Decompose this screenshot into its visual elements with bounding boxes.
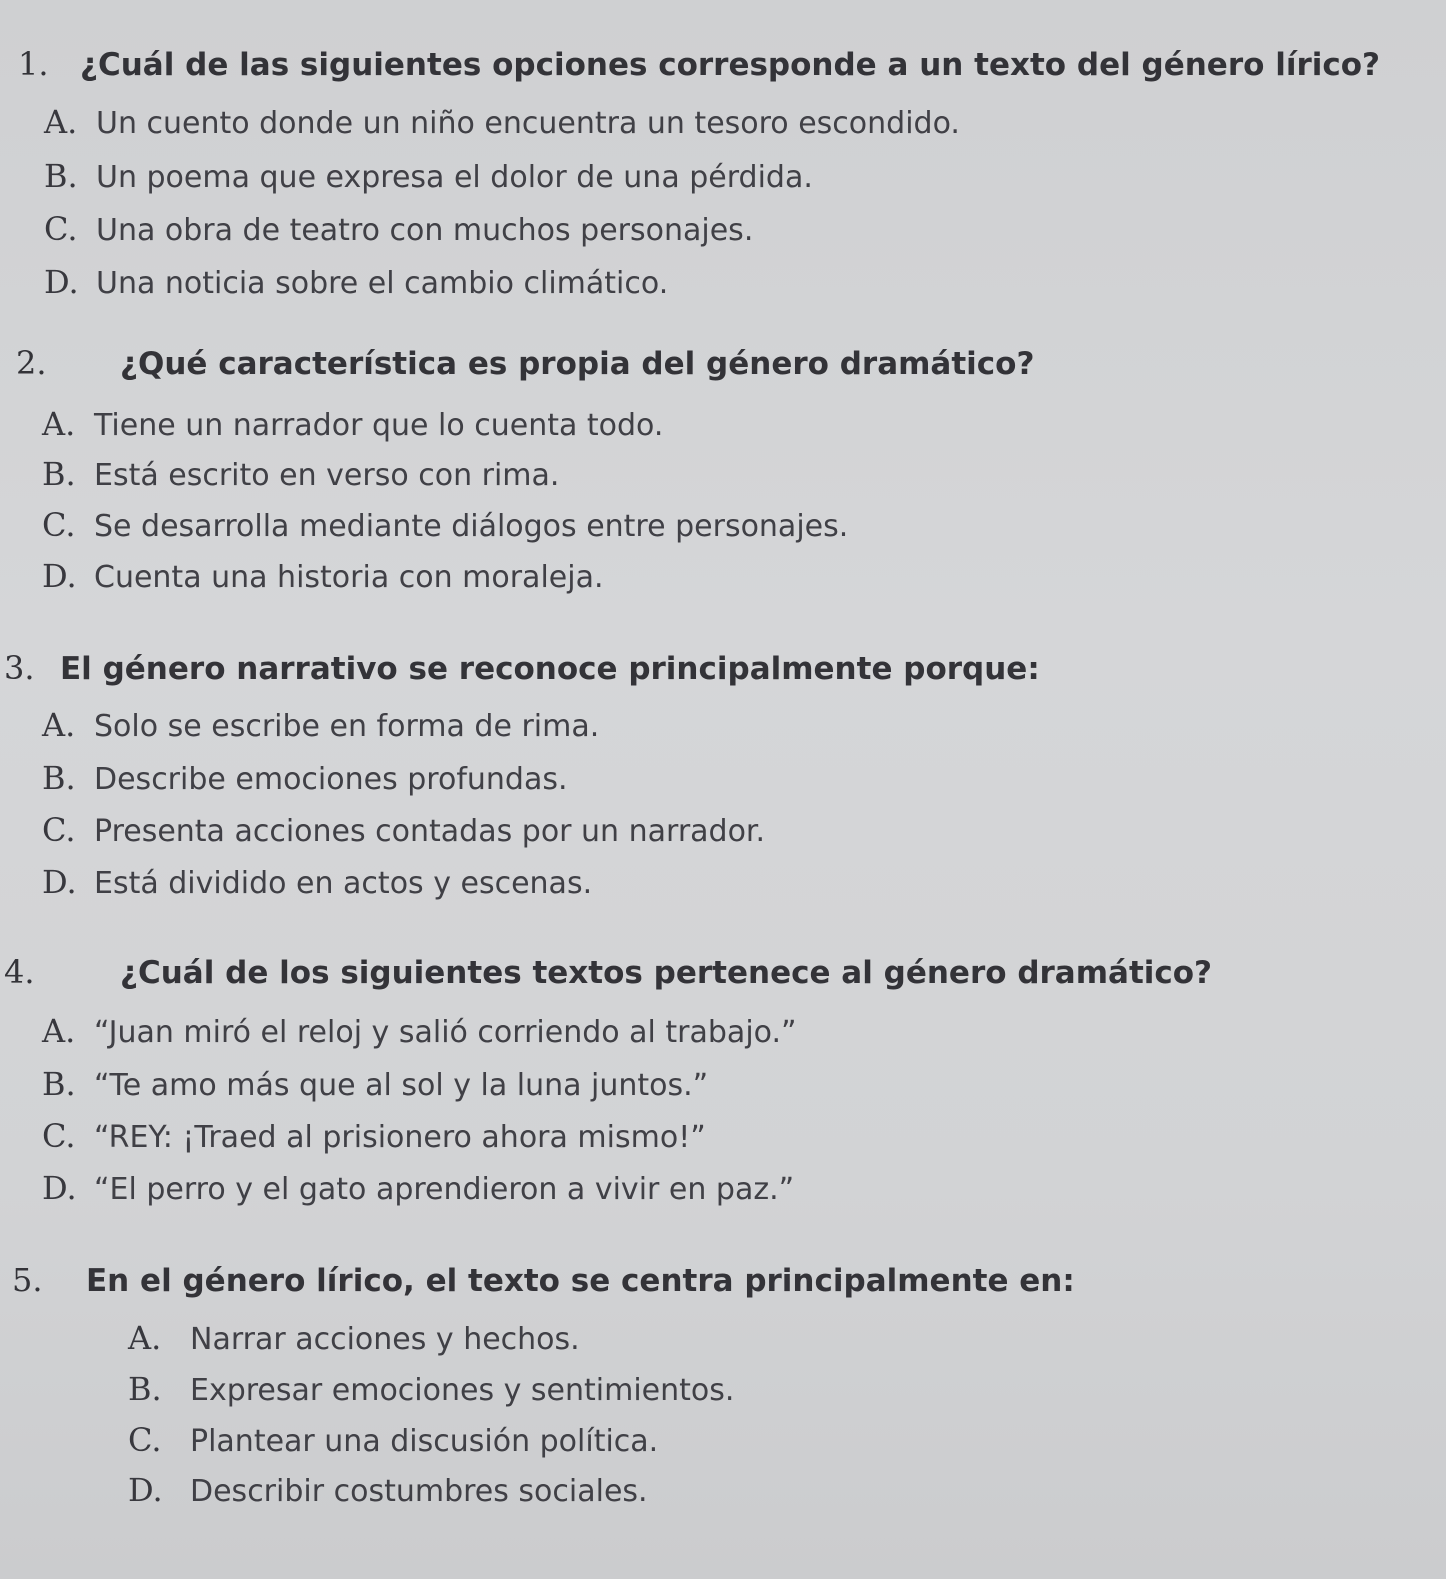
option-2b [42,454,559,496]
option-text: Una noticia sobre el cambio climático. [96,266,669,301]
question-number: 5. [12,1261,43,1299]
option-text: Está dividido en actos y escenas. [94,866,593,901]
option-text: Narrar acciones y hechos. [190,1322,580,1357]
question-text: En el género lírico, el texto se centra principalmente en: [86,1263,1075,1299]
option-letter: D. [42,1169,77,1207]
question-number: 1. [18,45,49,83]
question-number: 3. [4,649,35,687]
question-number: 4. [4,953,35,991]
option-letter: C. [128,1421,162,1459]
option-4c [42,1116,706,1158]
question-3-title [4,648,1040,689]
option-text: “Juan miró el reloj y salió corriendo al trabajo.” [94,1015,797,1050]
option-text: Solo se escribe en forma de rima. [94,709,600,744]
option-text: Presenta acciones contadas por un narrador. [94,814,766,849]
option-letter: B. [42,759,76,797]
option-letter: D. [44,263,79,301]
option-text: Una obra de teatro con muchos personajes. [96,213,754,248]
option-letter: A. [128,1319,162,1357]
option-2c [42,505,848,547]
option-1b [44,156,813,198]
option-3a [42,705,599,747]
option-text: “El perro y el gato aprendieron a vivir en paz.” [94,1172,795,1207]
question-text: ¿Cuál de las siguientes opciones corresponde a un texto del género lírico? [80,47,1381,83]
option-letter: B. [42,1065,76,1103]
option-letter: C. [42,1117,76,1155]
option-letter: D. [42,863,77,901]
option-text: Un poema que expresa el dolor de una pérdida. [96,160,813,195]
question-text: El género narrativo se reconoce principalmente porque: [60,651,1040,687]
option-letter: C. [42,811,76,849]
option-text: Describe emociones profundas. [94,762,568,797]
option-5d [128,1470,648,1512]
option-text: “Te amo más que al sol y la luna juntos.” [94,1068,709,1103]
option-2a [42,404,663,446]
option-1d [44,262,668,304]
option-1a [44,102,960,144]
question-4-title [4,952,1212,993]
option-text: Está escrito en verso con rima. [94,458,560,493]
option-5a [128,1318,580,1360]
option-letter: A. [42,706,76,744]
option-letter: D. [128,1471,163,1509]
option-text: Un cuento donde un niño encuentra un tesoro escondido. [96,106,960,141]
question-text: ¿Cuál de los siguientes textos pertenece al género dramático? [120,955,1213,991]
option-3b [42,758,568,800]
option-text: Cuenta una historia con moraleja. [94,560,604,595]
option-letter: A. [44,103,78,141]
option-letter: B. [42,455,76,493]
option-letter: B. [128,1370,162,1408]
question-5-title [12,1260,1075,1301]
option-letter: C. [44,210,78,248]
option-4b [42,1064,708,1106]
option-4a [42,1011,797,1053]
option-letter: C. [42,506,76,544]
option-letter: A. [42,405,76,443]
option-text: Expresar emociones y sentimientos. [190,1373,735,1408]
option-text: “REY: ¡Traed al prisionero ahora mismo!” [94,1120,706,1155]
option-3c [42,810,765,852]
option-letter: D. [42,557,77,595]
option-text: Plantear una discusión política. [190,1424,659,1459]
option-1c [44,209,753,251]
question-1-title [18,44,1380,85]
option-2d [42,556,604,598]
option-text: Describir costumbres sociales. [190,1474,648,1509]
option-letter: A. [42,1012,76,1050]
option-5b [128,1369,734,1411]
option-text: Tiene un narrador que lo cuenta todo. [94,408,664,443]
option-text: Se desarrolla mediante diálogos entre personajes. [94,509,849,544]
question-number: 2. [16,344,47,382]
question-text: ¿Qué característica es propia del género dramático? [120,346,1035,382]
option-letter: B. [44,157,78,195]
option-3d [42,862,592,904]
option-5c [128,1420,658,1462]
option-4d [42,1168,794,1210]
question-2-title [16,343,1034,384]
